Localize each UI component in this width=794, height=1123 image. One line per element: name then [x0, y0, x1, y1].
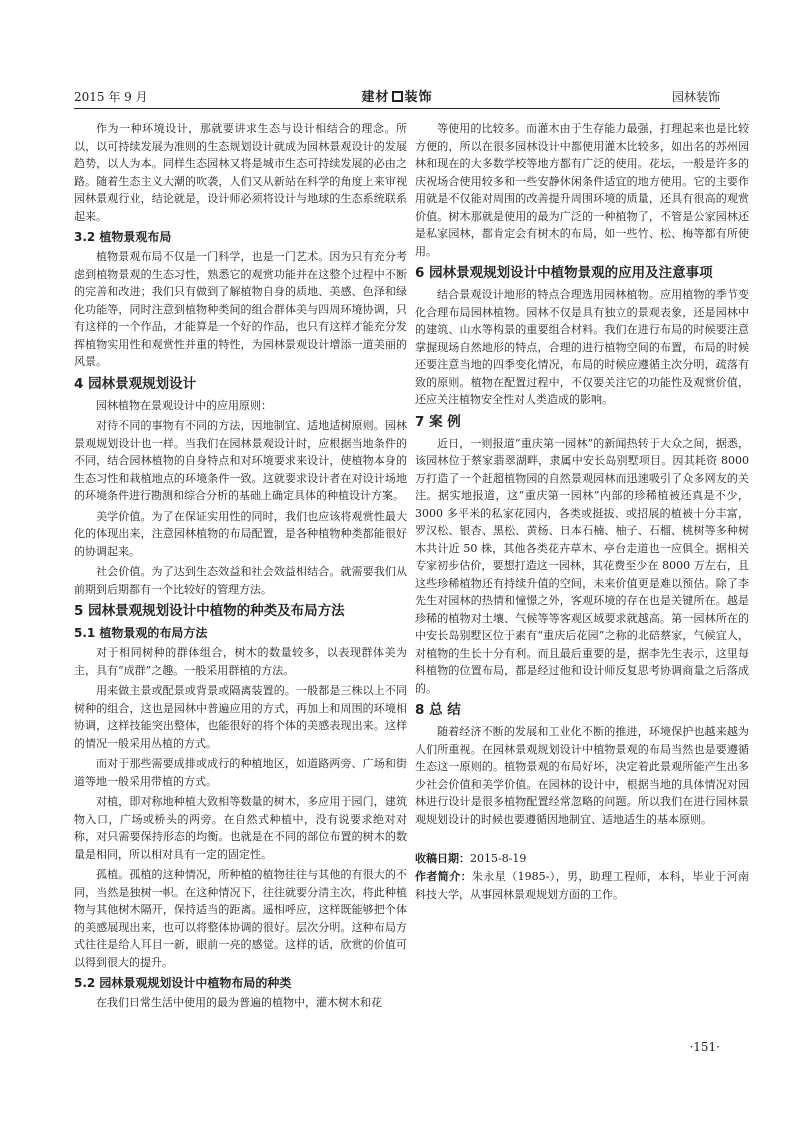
article-meta — [415, 850, 749, 904]
paragraph: 随着经济不断的发展和工业化不断的推进，环境保护也越来越为人们所重视。在园林景观规划设计中植物景观的布局当然也是要遵循生态这一原则的。植物景观的布局好坏，决定着此景观所能产生出多少社会价值和美学价值。在园林的设计中，根据当地的具体情况对园林进行设计是很多植物配置经常忽略的问题。所以我们在进行园林景观规划设计的时候也要遵循因地制宜、适地适生的基本原则。 — [415, 725, 749, 826]
paragraph: 等使用的比较多。而灌木由于生存能力最强，打理起来也是比较方便的，所以在很多园林设计中都使用灌木比较多，如出名的苏州园林和现在的大多数学校等地方都有广泛的使用。花坛，一般是许多的庆祝场合使用较多和一些安静休闲条件适宜的地方使用。它的主要作用就是不仅能对周围的改善提升周围环境的质量，还具有很高的观赏价值。树木那就是使用的最为广泛的一种植物了，不管是公家园林还是私家园林，都肯定会有树木的布局，如一些竹、松、梅等都有所使用。 — [415, 122, 749, 258]
paragraph: 在我们日常生活中使用的最为普遍的植物中，灌木树木和花 — [96, 996, 382, 1009]
running-header — [74, 86, 720, 108]
paragraph: 作为一种环境设计，那就要讲求生态与设计相结合的理念。所以，以可持续发展为准则的生态规划设计就成为园林景观设计的发展趋势，以人为本。同样生态园林又将是城市生态可持续发展的必由之路。随着生态主义大潮的吹袭，人们又从新站在科学的角度上来审视园林景观行业，结论就是，设计师必须将设计与地球的生态系统联系起来。 — [74, 122, 407, 223]
paragraph: 社会价值。为了达到生态效益和社会效益相结合。就需要我们从前期到后期都有一个比较好的管理方法。 — [74, 565, 407, 596]
paragraph: 对植，即对称地种植大致相等数量的树木，多应用于园门，建筑物入口，广场或桥头的两旁。在自然式种植中，没有说要求绝对对称，对只需要保持形态的均衡。也就是在不同的部位布置的树木的数量是相同，所以相对具有一定的固定性。 — [74, 795, 407, 861]
page-number: ·151· — [689, 1040, 720, 1054]
received-date — [415, 850, 749, 868]
section-5-title: 5 园林景观规划设计中植物的种类及布局方法 — [74, 603, 345, 619]
received-label: 收稿日期： — [415, 852, 470, 865]
journal-name — [74, 86, 720, 105]
section-7-title: 7 案 例 — [415, 413, 461, 430]
paragraph: 用来做主景或配景或背景或隔离装置的。一般都是三株以上不同树种的组合，这也是园林中普遍应用的方式，再加上和周围的环境相协调，这样技能突出整体，也能很好的将个体的美感表现出来。这样的情况一般采用丛植的方式。 — [74, 684, 407, 750]
journal-logo-box-icon — [392, 91, 403, 102]
paragraph: 孤植。孤植的这种情况，所种植的植物往往与其他的有很大的不同，当然是独树一帜。在这种情况下，往往就要分清主次，将此种植物与其他树木隔开，保持适当的距离。遥相呼应，这样既能够把个体的美感展现出来，也可以将整体协调的很好。层次分明。这种布局方式往往是给人耳目一新，眼前一亮的感觉。这样的话，欣赏的价值可以得到很大的提升。 — [74, 868, 407, 969]
paragraph: 美学价值。为了在保证实用性的同时，我们也应该将观赏性最大化的体现出来，注意园林植物的布局配置，是各种植物种类都能很好的协调起来。 — [74, 509, 407, 558]
author-value: 朱永星（1985-），男，助理工程师，本科，毕业于河南科技大学，从事园林景观规划方面的工作。 — [415, 870, 749, 901]
author-bio — [415, 868, 749, 904]
paragraph: 对于相同树种的群体组合，树木的数量较多，以表现群体美为主，具有“成群”之趣。一般采用群植的方法。 — [74, 646, 407, 677]
author-label: 作者简介： — [415, 870, 472, 883]
paragraph: 结合景观设计地形的特点合理选用园林植物。应用植物的季节变化合理布局园林植物。园林不仅是具有独立的景观表象，还是园林中的建筑、山水等构景的重要组合材料。我们在进行布局的时候要注意掌握现场自然地形的特点，合理的进行植物空间的布置，布局的时候还要注意当地的四季变化情况，布局的时候应遵循主次分明，疏落有致的原则。植物在配置过程中，不仅要关注它的功能性及观赏价值，还应关注植物安全性对人类造成的影响。 — [415, 288, 749, 406]
section-5-2-title: 5.2 园林景观规划设计中植物布局的种类 — [74, 976, 292, 990]
section-5-1-title: 5.1 植物景观的布局方法 — [74, 626, 208, 640]
section-8-title: 8 总 结 — [415, 702, 461, 718]
section-name: 园林装饰 — [671, 90, 720, 104]
section-4-title: 4 园林景观规划设计 — [74, 375, 197, 392]
paragraph: 园林植物在景观设计中的应用原则： — [96, 398, 272, 412]
paragraph: 植物景观布局不仅是一门科学，也是一门艺术。因为只有充分考虑到植物景观的生态习性，熟悉它的观赏功能并在这整个过程中不断的完善和改进；我们只有做到了解植物自身的质地、美感、色泽和绿化功能等，同时注意到植物种类间的组合群体美与四周环境协调，只有这样的一个作品，才能算是一个好的作品，也只有这样才能充分发挥植物实用性和观赏性并重的特性，为园林景观设计增添一道美丽的风景。 — [74, 250, 407, 368]
received-value: 2015-8-19 — [470, 852, 527, 865]
header-rule — [74, 108, 720, 109]
section-3-2-title: 3.2 植物景观布局 — [74, 230, 172, 244]
paragraph: 近日，一则报道“重庆第一园林”的新闻热转于大众之间，据悉，该园林位于蔡家翡翠湖畔，隶属中安长岛别墅项目。因其耗资 8000 万打造了一个赶超植物园的自然景观园林而迅速吸引了众多网友的关注。据实地报道，这“重庆第一园林”内部的珍稀植被还真是不少，3000 多平米的私家花园内，各类或挺拔、或招展的植被十分丰富，罗汉松、银杏、黑松、黄杨、日本石楠、柚子、石榴、桃树等多种树木共计近 50 株，其他各类花卉草木、亭台走道也一应俱全。据相关专家初步估价，要想打造这一园林，其花费至少在 8000 万左右，且这些珍稀植物还有持续升值的空间，未来价值更是难以预估。除了李先生对园林的热情和憧憬之外，客观环境的存在也是关键所在。越是珍稀的植物对土壤、气候等等客观区域要求就越高。第一园林所在的中安长岛别墅区位于素有“重庆后花园”之称的北碚蔡家，气候宜人，对植物的生长十分有利。而且最后重要的是，据李先生表示，这里每科植物的位置布局，都是经过他和设计师反复思考协调商量之后落成的。 — [415, 436, 749, 695]
paragraph: 对待不同的事物有不同的方法，因地制宜、适地适树原则。园林景观规划设计也一样。当我们在园林景观设计时，应根据当地条件的不同，结合园林植物的自身特点和对环境要求来设计，使植物本身的生态习性和栽植地点的环境条件一致。这就要求设计者在对设计场地的环境条件进行勘测和综合分析的基础上确定具体的种植设计方案。 — [74, 419, 407, 502]
right-column — [415, 120, 749, 904]
issue-date: 2015 年 9 月 — [74, 90, 148, 104]
section-6-title: 6 园林景观规划设计中植物景观的应用及注意事项 — [415, 265, 713, 281]
journal-name-part2: 装饰 — [404, 90, 433, 105]
journal-name-part1: 建材 — [361, 90, 390, 105]
left-column — [74, 120, 407, 1015]
paragraph: 而对于那些需要成排或成行的种植地区，如道路两旁、广场和街道等地一般采用带植的方式。 — [74, 757, 407, 788]
